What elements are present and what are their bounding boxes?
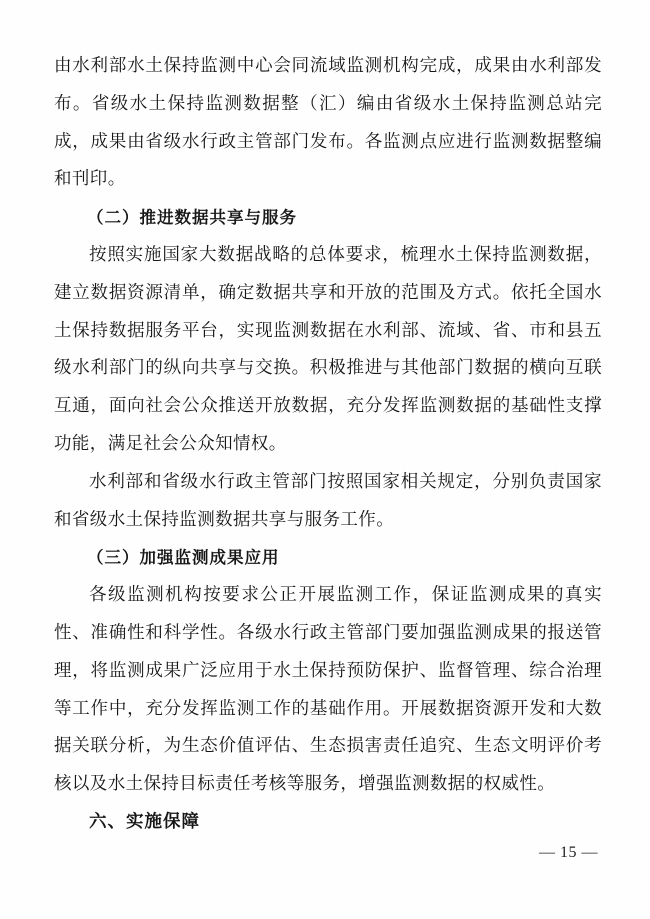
paragraph-data-sharing: 按照实施国家大数据战略的总体要求，梳理水土保持监测数据，建立数据资源清单，确定数据共享和开放的范围及方式。依托全国水土保持数据服务平台，实现监测数据在水利部、流域、省、市和县五级水利部门的纵向共享与交换。积极推进与其他部门数据的横向互联互通，面向社会公众推送开放数据，充分发挥监测数据的基础性支撑功能，满足社会公众知情权。 (54, 244, 602, 454)
paragraph-responsibility: 水利部和省级水行政主管部门按照国家相关规定，分别负责国家和省级水土保持监测数据共享与服务工作。 (54, 471, 602, 530)
page-number: — 15 — (539, 844, 598, 861)
document-body (54, 48, 602, 842)
subheading-data-sharing: （二）推进数据共享与服务 (87, 208, 297, 228)
paragraph-application: 各级监测机构按要求公正开展监测工作，保证监测成果的真实性、准确性和科学性。各级水行政主管部门要加强监测成果的报送管理，将监测成果广泛应用于水土保持预防保护、监督管理、综合治理等工作中，充分发挥监测工作的基础作用。开展数据资源开发和大数据关联分析，为生态价值评估、生态损害责任追究、生态文明评价考核以及水土保持目标责任考核等服务，增强监测数据的权威性。 (54, 585, 602, 795)
paragraph-continued: 由水利部水土保持监测中心会同流域监测机构完成，成果由水利部发布。省级水土保持监测数据整（汇）编由省级水土保持监测总站完成，成果由省级水行政主管部门发布。各监测点应进行监测数据整编和刊印。 (54, 56, 602, 190)
section-heading-implementation: 六、实施保障 (89, 811, 200, 832)
subheading-application: （三）加强监测成果应用 (87, 548, 280, 568)
